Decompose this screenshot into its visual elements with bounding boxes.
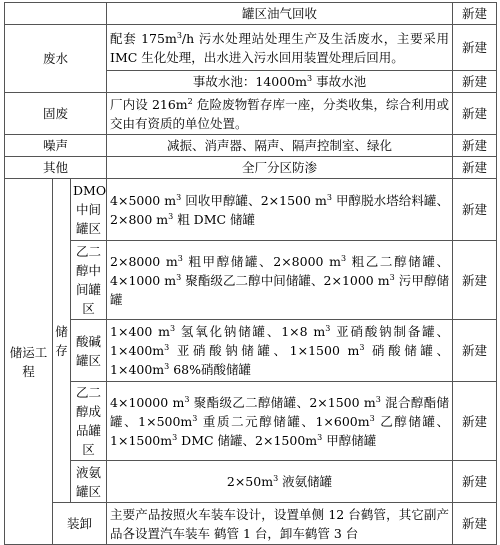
acid-base-tank-content: 1×400 $m^3$ 氢氧化钠储罐、1×8 $m^3$ 亚硝酸钠制备罐、$1\times 400m^3$ 亚硝酸钠储罐、1×1500 $m^3$ 硝酸储罐、$1\times 400m^3$ 68%硝酸储罐 [107,320,453,382]
status-cell: 新建 [453,25,497,71]
eg-intermediate-tank-label: 乙二醇中间罐区 [71,241,107,320]
status-cell: 新建 [453,320,497,382]
table-row [5,25,497,71]
table-row [5,93,497,135]
other-label: 其他 [5,157,107,179]
noise-label: 噪声 [5,135,107,157]
wastewater-treatment-content: 配套 $175m^3/h$ 污水处理站处理生产及生活废水，主要采用 IMC 生化处理，出水进入污水回用装置处理后回用。 [107,25,453,71]
loading-content: 主要产品按照火车装车设计，设置单侧 12 台鹤管，其它副产品各设置汽车装车 鹤管 1 台，卸车鹤管 3 台 [107,503,453,545]
eg-intermediate-tank-content: 2×8000 $m^3$ 粗甲醇储罐、2×8000 $m^3$ 粗乙二醇储罐、4×1000 $m^3$ 聚酯级乙二醇中间储罐、2×1000 $m^3$ 污甲醇储罐 [107,241,453,320]
status-cell: 新建 [453,93,497,135]
other-content: 全厂分区防渗 [107,157,453,179]
status-cell: 新建 [453,135,497,157]
table-row [5,503,497,545]
status-cell: 新建 [453,3,497,25]
table-row [5,135,497,157]
table-row [5,157,497,179]
accident-pool-content: 事故水池：$14000m^3$ 事故水池 [107,71,453,93]
project-table [4,2,497,545]
storage-group-label: 储运工程 [5,179,53,545]
table-row [5,320,497,382]
status-cell: 新建 [453,503,497,545]
eg-product-tank-label: 乙二醇成品罐区 [71,382,107,461]
status-cell: 新建 [453,71,497,93]
dmo-tank-content: 4×5000 $m^3$ 回收甲醇罐、2×1500 $m^3$ 甲醇脱水塔给料罐、2×800 $m^3$ 粗 DMC 储罐 [107,179,453,241]
status-cell: 新建 [453,179,497,241]
table-row [5,241,497,320]
eg-product-tank-content: 4×10000 $m^3$ 聚酯级乙二醇储罐、2×1500 $m^3$ 混合醇酯储罐、$1\times 500m^3$ 重质二元醇储罐、$1\times 600m^3$ 乙醇储罐、$1\times 1500m^3$ DMC 储罐、$2\times 1500m^3$ 甲醇储罐 [107,382,453,461]
dmo-tank-label: DMO 中间罐区 [71,179,107,241]
vapor-recovery-content: 罐区油气回收 [107,3,453,25]
wastewater-label: 废水 [5,25,107,93]
table-row [5,179,497,241]
noise-content: 减振、消声器、隔声、隔声控制室、绿化 [107,135,453,157]
loading-label: 装卸 [53,503,107,545]
status-cell: 新建 [453,461,497,503]
ammonia-tank-label: 液氨罐区 [71,461,107,503]
table-row [5,382,497,461]
solid-waste-content: 厂内设 $216m^2$ 危险废物暂存库一座，分类收集，综合利用或交由有资质的单位处置。 [107,93,453,135]
storage-sub-label: 储存 [53,179,71,503]
table-row [5,3,497,25]
status-cell: 新建 [453,157,497,179]
row-label-empty [5,3,107,25]
status-cell: 新建 [453,241,497,320]
status-cell: 新建 [453,382,497,461]
solid-waste-label: 固废 [5,93,107,135]
table-row [5,461,497,503]
ammonia-tank-content: $2\times 50m^3$ 液氨储罐 [107,461,453,503]
acid-base-tank-label: 酸碱罐区 [71,320,107,382]
